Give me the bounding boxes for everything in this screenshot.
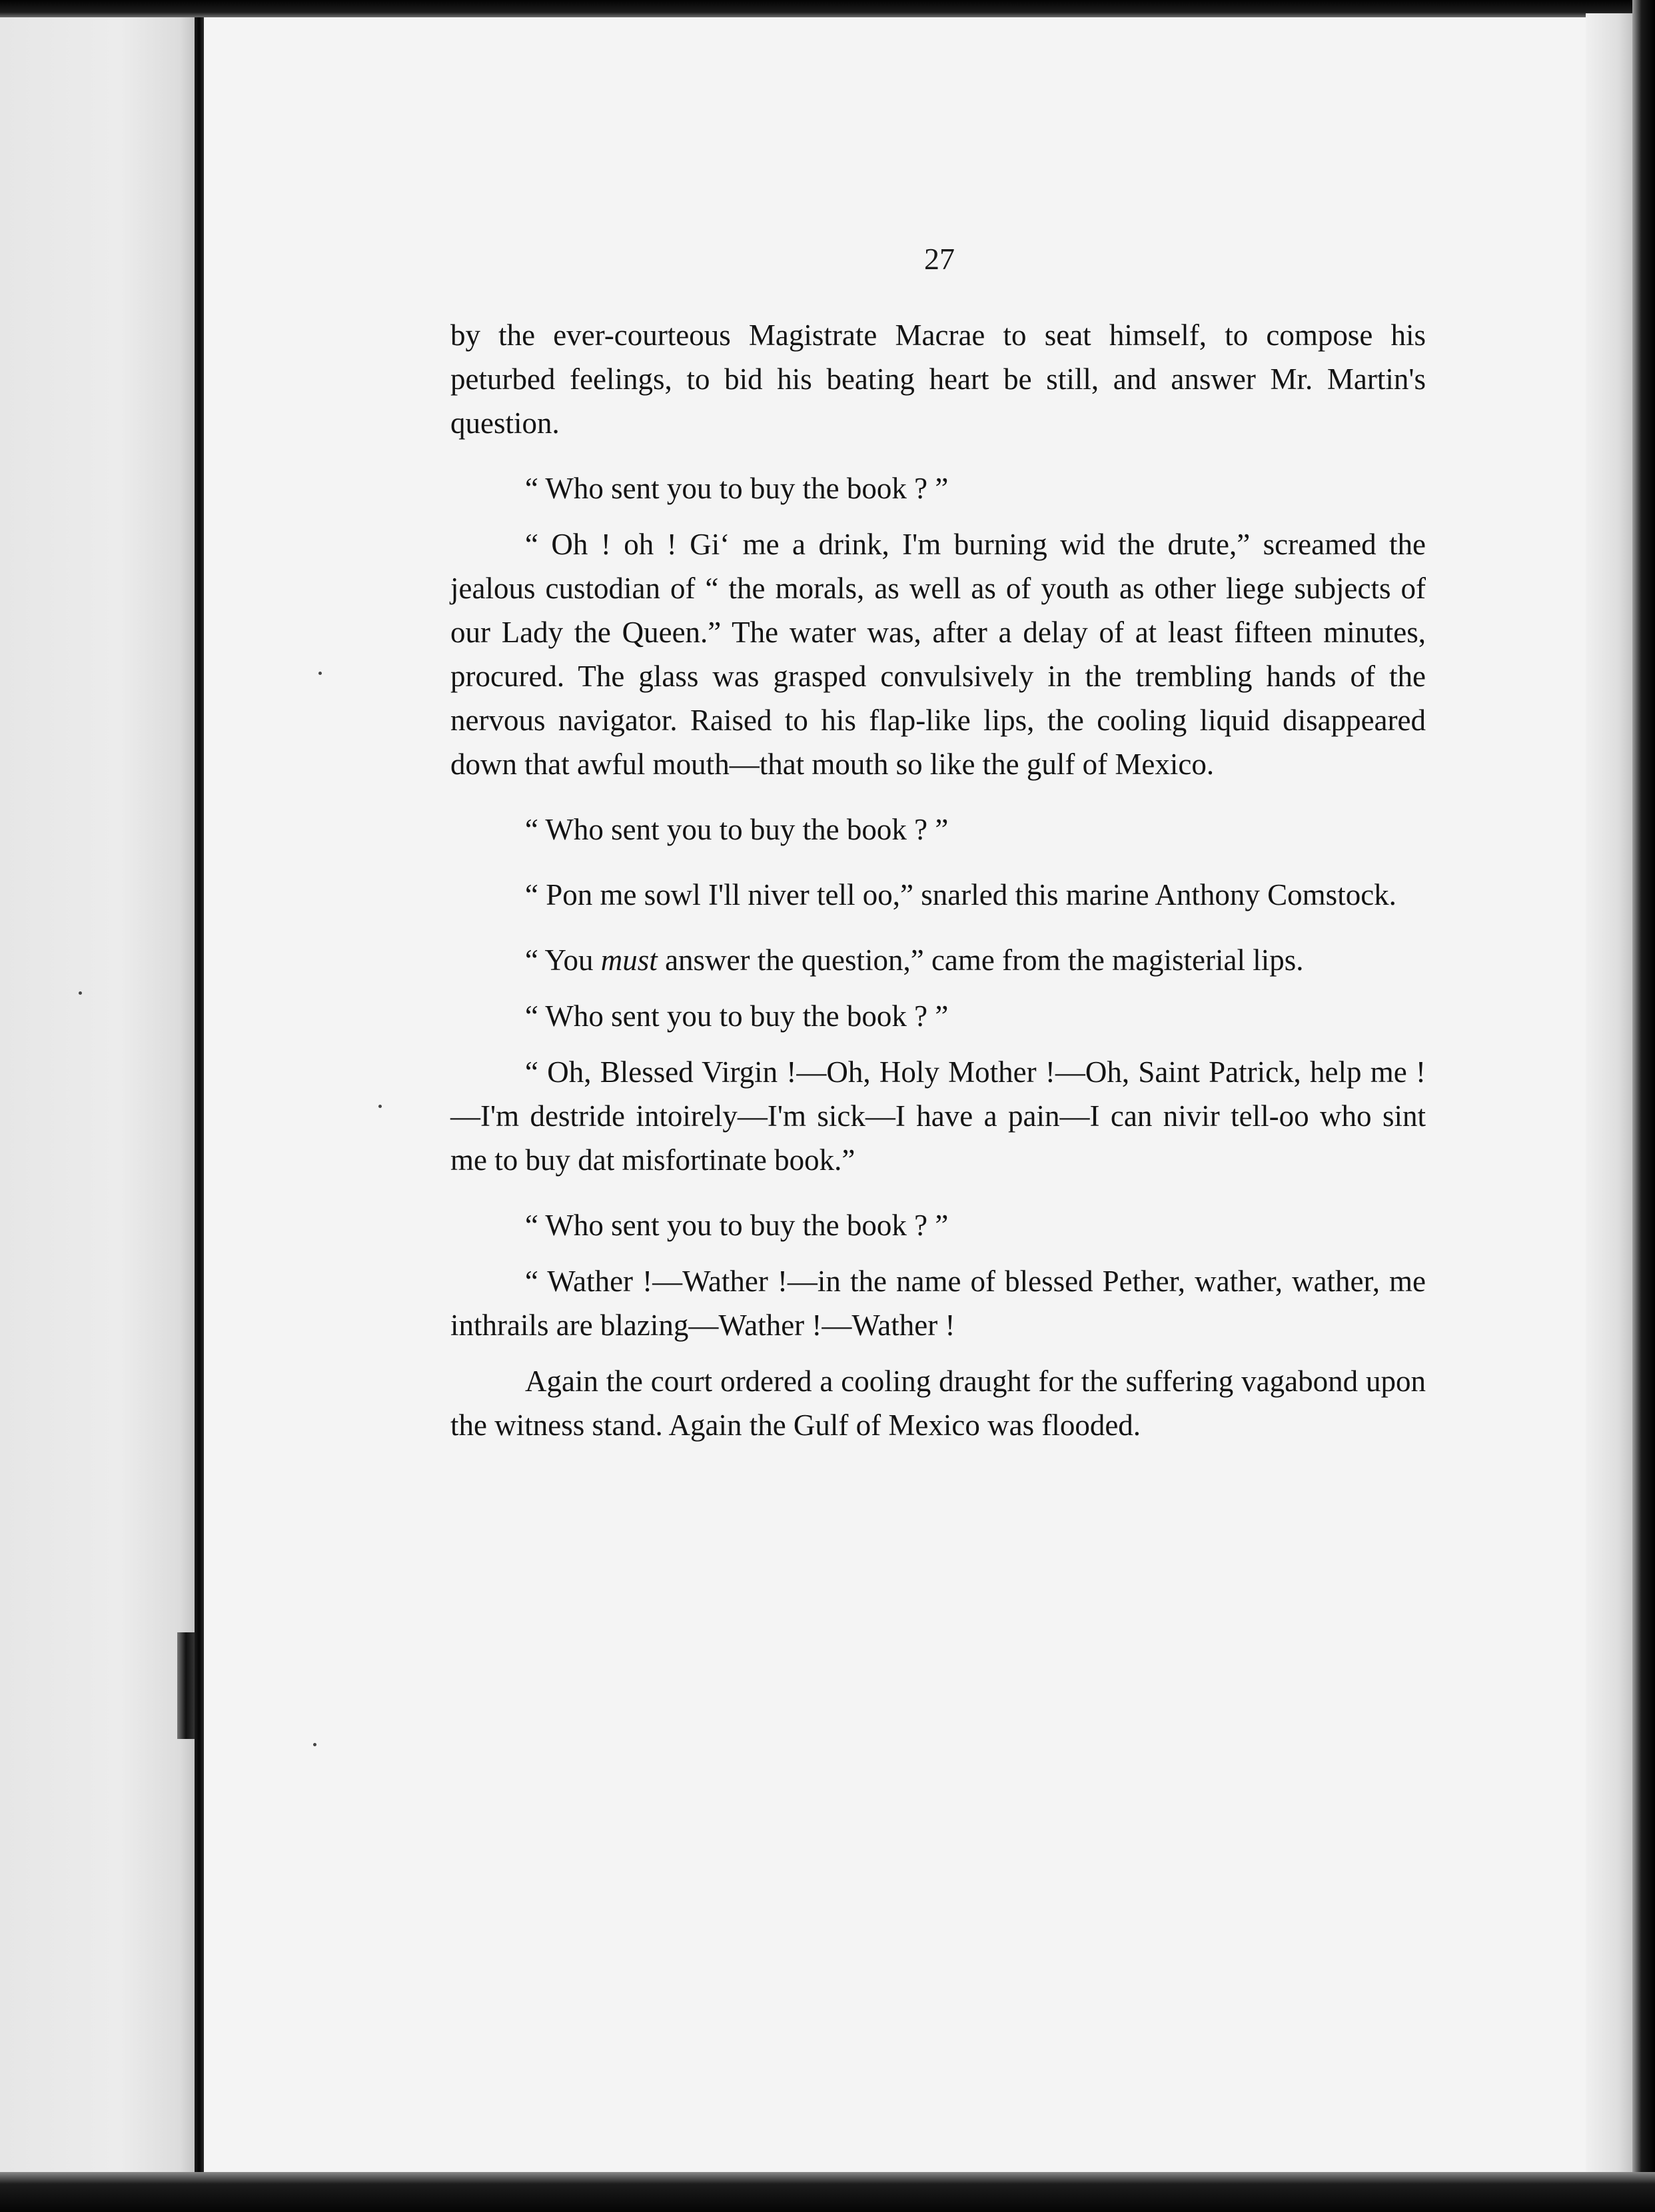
paragraph: “ Who sent you to buy the book ? ” [525, 999, 949, 1033]
paragraph: “ Who sent you to buy the book ? ” [525, 472, 949, 505]
book-gutter [195, 0, 204, 2172]
paragraph: “ Who sent you to buy the book ? ” [525, 1209, 949, 1242]
page-number: 27 [924, 242, 955, 276]
scan-bottom-border [0, 2172, 1655, 2212]
binding-mark [177, 1632, 195, 1739]
paragraph: by the ever-courteous Magistrate Macrae to seat himself, to compose his peturbed feelings, to bid his beating heart be still, and answer Mr. Martin's question. [450, 318, 1426, 440]
scan-right-border [1632, 0, 1655, 2212]
right-page-edge [1586, 13, 1632, 2172]
paragraph: “ Oh ! oh ! Gi‘ me a drink, I'm burning wid the drute,” screamed the jealous custodian of “ the morals, as well as of youth as other liege subjects of our Lady the Queen.” The water was, after a delay of at least fifteen minutes, procured. The glass was grasped convulsively in the trembling hands of the nervous navigator. Raised to his flap-like lips, the cooling liquid disappeared down that awful mouth—that mouth so like the gulf of Mexico. [450, 528, 1426, 781]
paragraph: “ Pon me sowl I'll niver tell oo,” snarled this marine Anthony Comstock. [525, 878, 1396, 911]
paper-speck [378, 1105, 382, 1108]
paper-speck [313, 1743, 316, 1746]
scan-top-border [0, 0, 1655, 17]
emphasis-text: must [600, 943, 658, 977]
paragraph: “ Who sent you to buy the book ? ” [525, 813, 949, 846]
facing-page-edge [0, 0, 200, 2172]
paragraph: Again the court ordered a cooling draught for the suffering vagabond upon the witness stand. Again the Gulf of Mexico was flooded. [450, 1365, 1426, 1442]
paper-speck [79, 991, 82, 995]
paragraph-text: answer the question,” came from the magisterial lips. [657, 943, 1304, 977]
paragraph: “ Wather !—Wather !—in the name of blessed Pether, wather, wather, me inthrails are blazing—Wather !—Wather ! [450, 1265, 1426, 1342]
paper-speck [318, 672, 322, 675]
body-text [450, 313, 1426, 1468]
paragraph-text: “ You [525, 943, 601, 977]
paragraph [450, 938, 1426, 982]
paragraph: “ Oh, Blessed Virgin !—Oh, Holy Mother !—Oh, Saint Patrick, help me !—I'm destride intoirely—I'm sick—I have a pain—I can nivir tell-oo who sint me to buy dat misfortinate book.” [450, 1055, 1426, 1177]
